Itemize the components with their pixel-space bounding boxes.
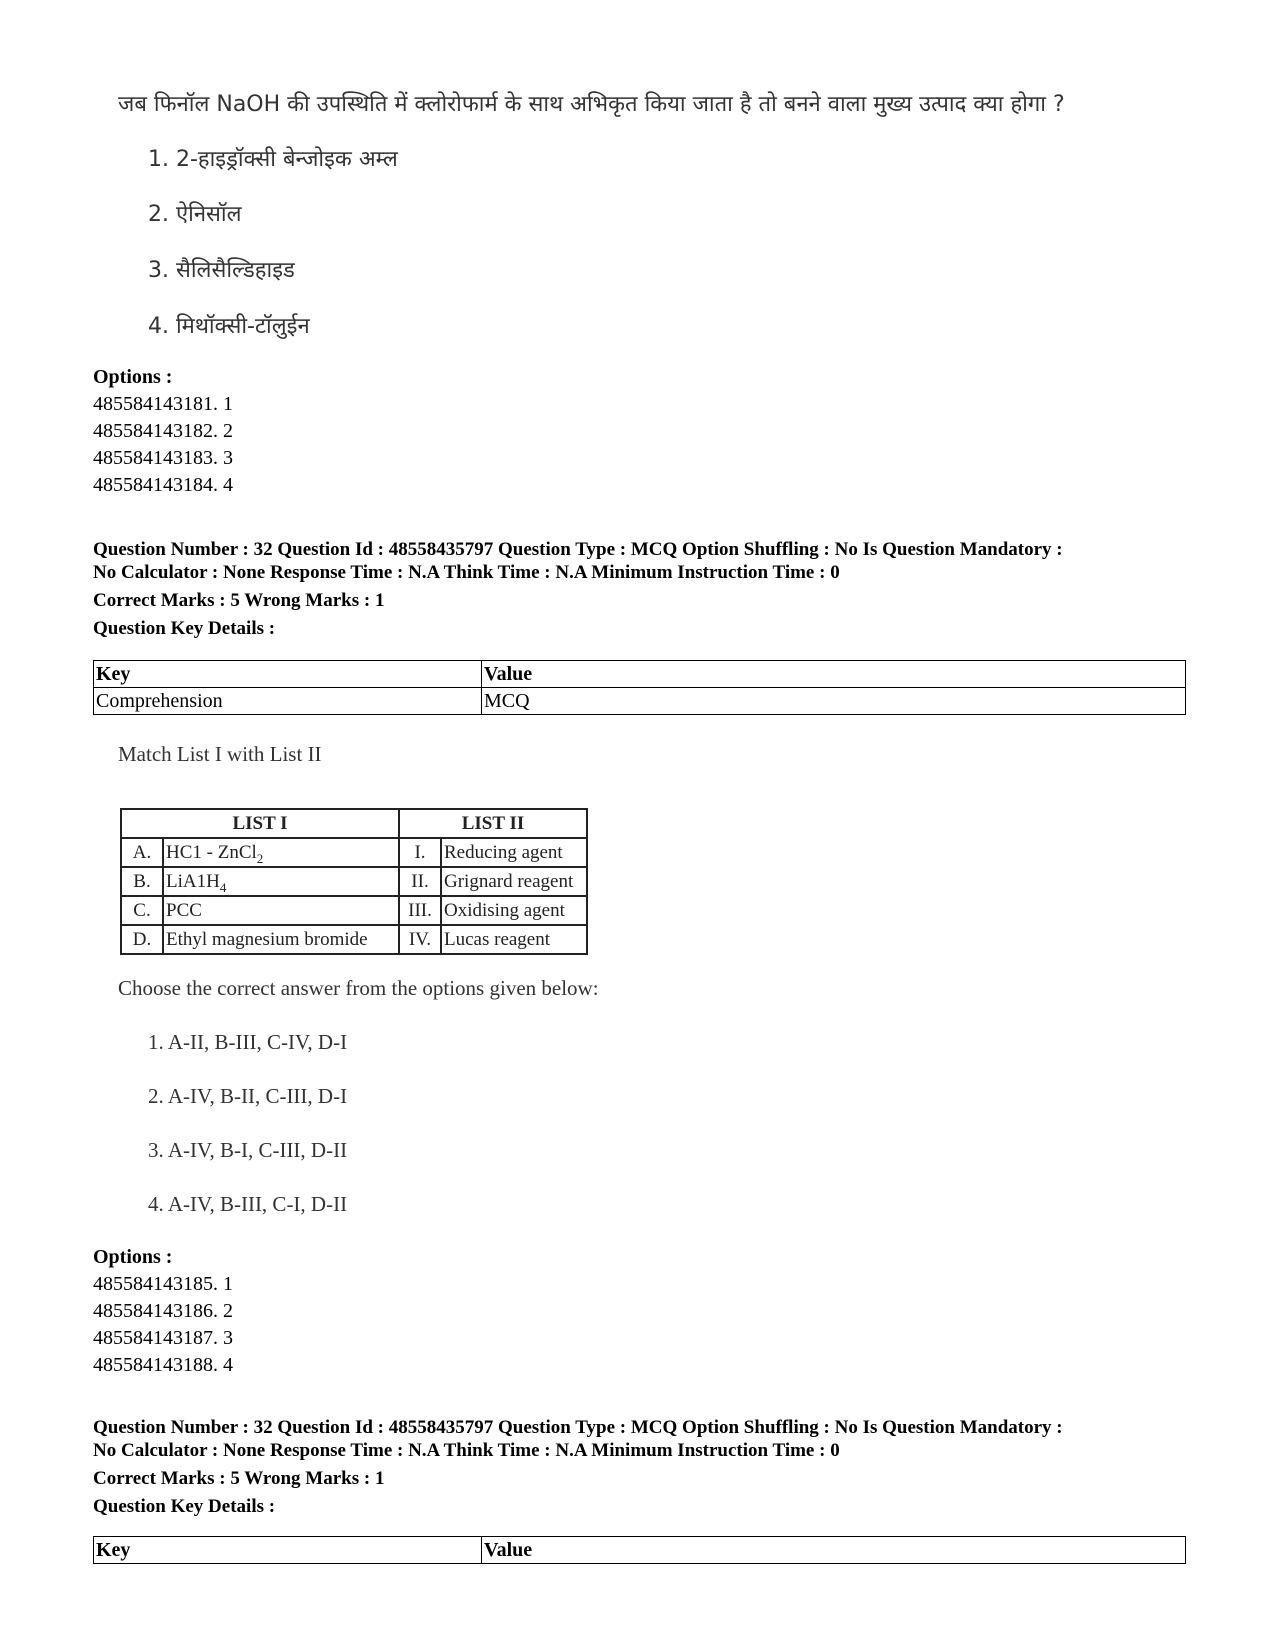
option-id-4: 485584143188. 4 [93,1354,233,1376]
question-meta-line2: No Calculator : None Response Time : N.A Think Time : N.A Minimum Instruction Time : 0 [93,562,840,583]
options-label: Options : [93,366,173,388]
match-option-2: 2. A-IV, B-II, C-III, D-I [148,1084,348,1108]
row-item: PCC [163,896,399,925]
match-table-header [121,809,587,838]
option-id-1: 485584143181. 1 [93,393,233,415]
table-row [121,838,587,867]
question-meta-line2: No Calculator : None Response Time : N.A Think Time : N.A Minimum Instruction Time : 0 [93,1440,840,1461]
row-label: A. [121,838,163,867]
hindi-option-3: 3. सैलिसैल्डिहाइड [148,258,295,283]
question-marks: Correct Marks : 5 Wrong Marks : 1 [93,1468,385,1489]
hindi-option-4: 4. मिथॉक्सी-टॉलुईन [148,314,310,339]
row-label: C. [121,896,163,925]
hindi-question-text: जब फिनॉल NaOH की उपस्थिति में क्लोरोफार्म के साथ अभिकृत किया जाता है तो बनने वाला मुख्य उत्पाद क्या होगा ? [118,92,1065,117]
table-row [121,925,587,954]
value-header: Value [482,661,1186,688]
hindi-option-1: 1. 2-हाइड्रॉक्सी बेन्जोइक अम्ल [148,147,398,172]
row-item: Ethyl magnesium bromide [163,925,399,954]
key-details-label: Question Key Details : [93,1496,276,1517]
match-option-1: 1. A-II, B-III, C-IV, D-I [148,1030,348,1054]
option-id-2: 485584143182. 2 [93,420,233,442]
match-table [120,808,588,955]
row-item: $LiA1H_4$ [163,867,399,896]
option-id-1: 485584143185. 1 [93,1273,233,1295]
row-label: D. [121,925,163,954]
row-desc: Lucas reagent [441,925,587,954]
option-id-3: 485584143183. 3 [93,447,233,469]
choose-instruction: Choose the correct answer from the options given below: [118,976,599,1000]
option-id-3: 485584143187. 3 [93,1327,233,1349]
row-desc: Reducing agent [441,838,587,867]
key-header: Key [94,661,482,688]
list-1-header: LIST I [121,809,399,838]
row-roman: II. [399,867,441,896]
question-meta-line1: Question Number : 32 Question Id : 48558435797 Question Type : MCQ Option Shuffling : No Is Question Mandatory : [93,539,1063,560]
match-intro: Match List I with List II [118,742,322,766]
question-meta-line1: Question Number : 32 Question Id : 48558435797 Question Type : MCQ Option Shuffling : No Is Question Mandatory : [93,1417,1063,1438]
key-details-label: Question Key Details : [93,618,276,639]
match-option-3: 3. A-IV, B-I, C-III, D-II [148,1138,348,1162]
key-table-header [94,661,1186,688]
question-marks: Correct Marks : 5 Wrong Marks : 1 [93,590,385,611]
hindi-option-2: 2. ऐनिसॉल [148,202,242,227]
row-desc: Grignard reagent [441,867,587,896]
key-header: Key [94,1537,482,1564]
key-cell: Comprehension [94,688,482,715]
row-item: HC1 - ZnCl$_2$ [163,838,399,867]
table-row [121,896,587,925]
row-desc: Oxidising agent [441,896,587,925]
option-id-2: 485584143186. 2 [93,1300,233,1322]
row-roman: I. [399,838,441,867]
row-roman: IV. [399,925,441,954]
row-roman: III. [399,896,441,925]
match-option-4: 4. A-IV, B-III, C-I, D-II [148,1192,348,1216]
table-row [94,688,1186,715]
key-table [93,1536,1186,1564]
list-2-header: LIST II [399,809,587,838]
value-cell: MCQ [482,688,1186,715]
key-table [93,660,1186,715]
key-table-header [94,1537,1186,1564]
row-label: B. [121,867,163,896]
value-header: Value [482,1537,1186,1564]
table-row [121,867,587,896]
options-label: Options : [93,1246,173,1268]
option-id-4: 485584143184. 4 [93,474,233,496]
